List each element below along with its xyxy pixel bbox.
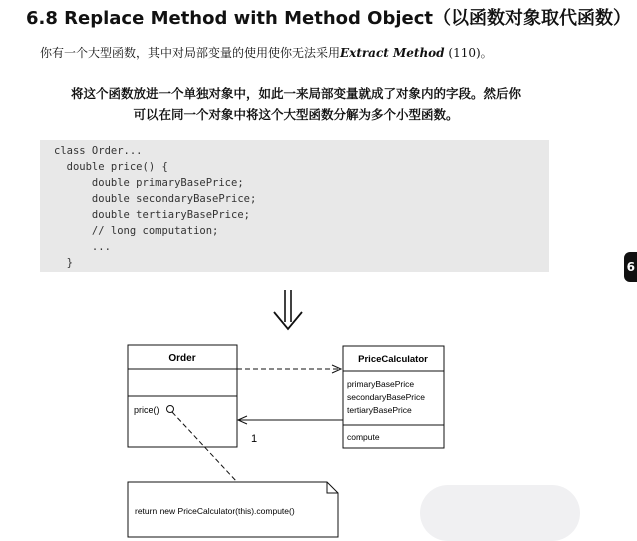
attribute-secondary: secondaryBasePrice — [347, 392, 425, 402]
code-line-5: double tertiaryBasePrice; — [54, 209, 250, 221]
section-title: 6.8 Replace Method with Method Object（以函数对象取代函数） — [26, 8, 632, 29]
order-class-name: Order — [168, 353, 196, 364]
code-line-4: double secondaryBasePrice; — [54, 193, 257, 205]
description-line-1: 将这个函数放进一个单独对象中，如此一来局部变量就成了对象内的字段。然后你 — [70, 86, 521, 101]
note-anchor-icon — [167, 406, 174, 413]
chapter-tab: 6 — [624, 252, 637, 282]
association-arrow — [238, 416, 343, 445]
attribute-tertiary: tertiaryBasePrice — [347, 405, 412, 415]
price-calculator-class-name: PriceCalculator — [358, 354, 428, 365]
attribute-primary: primaryBasePrice — [347, 379, 415, 389]
code-line-3: double primaryBasePrice; — [54, 177, 244, 189]
ref-page: (110)。 — [448, 46, 493, 60]
multiplicity-label: 1 — [251, 433, 258, 445]
note-box — [128, 482, 338, 537]
code-line-1: class Order... — [54, 145, 143, 157]
dependency-arrow — [237, 365, 341, 373]
note-text: return new PriceCalculator(this).compute() — [135, 506, 295, 516]
code-line-7: ... — [54, 241, 111, 253]
compute-operation: compute — [347, 432, 380, 442]
intro-sentence: 你有一个大型函数，其中对局部变量的使用使你无法采用 — [40, 46, 341, 60]
code-line-8: } — [54, 257, 73, 269]
order-class-box — [128, 345, 237, 447]
code-line-6: // long computation; — [54, 225, 219, 237]
code-line-2: double price() { — [54, 161, 168, 173]
extract-method-ref: Extract Method — [340, 46, 445, 60]
description-line-2: 可以在同一个对象中将这个大型函数分解为多个小型函数。 — [133, 107, 459, 122]
order-price-operation: price() — [134, 405, 160, 415]
price-calculator-class-box — [343, 346, 444, 448]
